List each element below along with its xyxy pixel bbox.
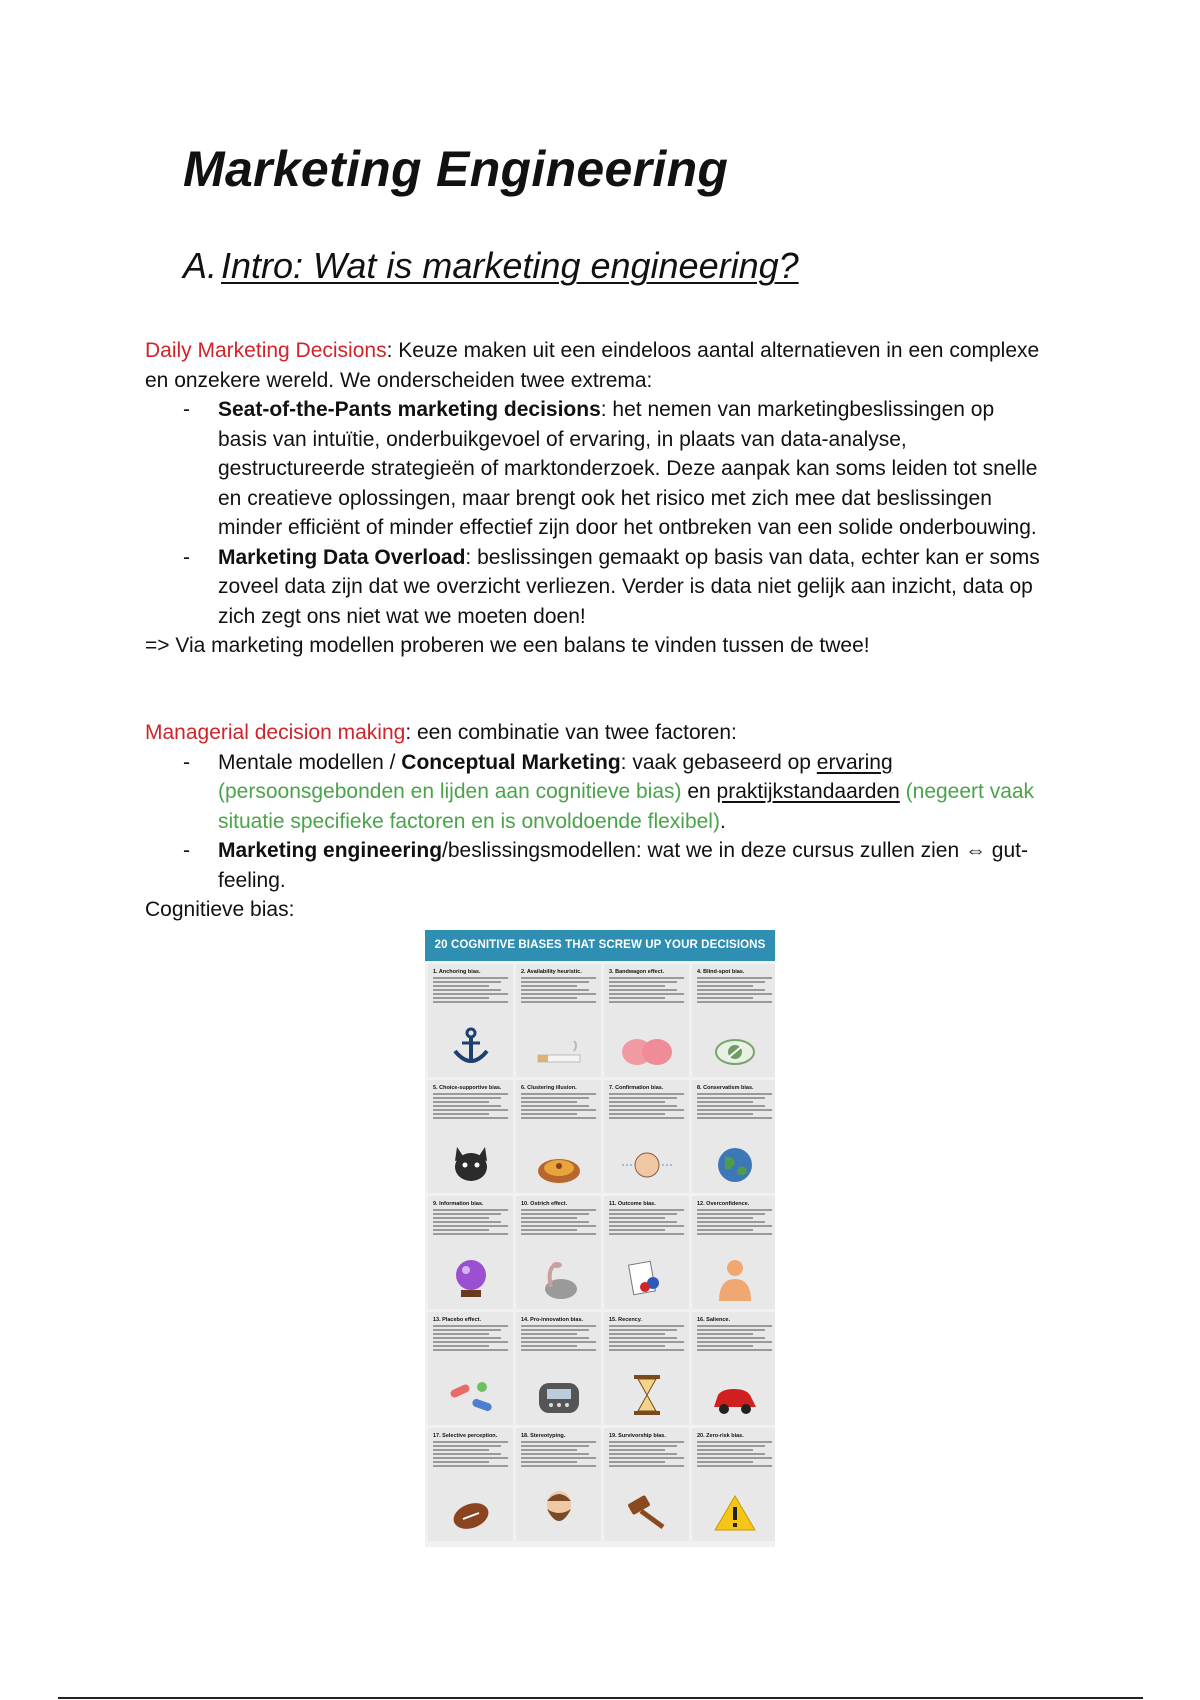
list-item-term: Marketing Data Overload: [218, 545, 466, 569]
section-number: A.: [183, 245, 218, 286]
bias-card: [428, 1312, 513, 1425]
ervaring-note: (persoonsgebonden en lijden aan cognitieve bias): [218, 780, 682, 803]
bias-card-title: 20. Zero-risk bias.: [697, 1433, 744, 1439]
bias-card-description: [697, 1093, 772, 1119]
bias-card-description: [697, 1209, 772, 1235]
bias-card-description: [697, 977, 772, 1003]
bias-card-description: [521, 1325, 596, 1351]
period: .: [719, 809, 726, 833]
bias-card-description: [609, 1093, 684, 1119]
daily-intro-text: : Keuze maken uit een eindeloos aantal alternatieven in een complexe en onzekere wereld. We onderscheiden twee extrema:: [145, 339, 1040, 392]
bias-card-title: 3. Bandwagon effect.: [609, 969, 665, 975]
bias-card: [604, 1312, 689, 1425]
page-footer-rule: [58, 1697, 1143, 1699]
bias-card-title: 2. Availability heuristic.: [521, 969, 582, 975]
bias-card-title: 4. Blind-spot bias.: [697, 969, 745, 975]
bias-card-description: [609, 1325, 684, 1351]
bias-card-description: [609, 977, 684, 1003]
bias-card: [692, 1080, 775, 1193]
list-item-text: : het nemen van marketingbeslissingen op basis van intuïtie, onderbuikgevoel of ervaring, in plaats van data-analyse, gestructureerde strategieën of marktonderzoek. Deze aanpak kan soms leiden tot snelle en creatieve oplossingen, maar brengt ook het risico met zich mee dat beslissingen minder efficiënt of minder effectief zijn door het ontbreken van een solide onderbouwing.: [218, 398, 1038, 539]
marketing-engineering-term: Marketing engineering: [218, 839, 443, 862]
bias-card: [516, 964, 601, 1077]
mental-models-text: Mentale modellen /: [218, 750, 402, 774]
bias-card-title: 5. Choice-supportive bias.: [433, 1085, 502, 1091]
bias-card: [692, 1196, 775, 1309]
bias-card: [516, 1312, 601, 1425]
daily-intro: [145, 336, 1045, 395]
section-heading: [183, 245, 799, 287]
infographic-grid: [425, 961, 775, 1541]
bias-card-title: 18. Stereotyping.: [521, 1433, 566, 1439]
bias-card-description: [609, 1209, 684, 1235]
bias-card-title: 13. Placebo effect.: [433, 1317, 481, 1323]
bias-card: [692, 1428, 775, 1541]
bias-card-title: 8. Conservatism bias.: [697, 1085, 754, 1091]
daily-decisions-block: [145, 336, 1045, 661]
list-item-text: /beslissingsmodellen: wat we in deze cursus zullen zien ⇔ gut-feeling.: [218, 839, 1028, 892]
bias-card-description: [521, 1209, 596, 1235]
bias-card-description: [609, 1441, 684, 1467]
bias-card-title: 12. Overconfidence.: [697, 1201, 750, 1207]
managerial-block: [145, 718, 1045, 925]
bias-card-description: [433, 1093, 508, 1119]
bias-card-title: 15. Recency.: [609, 1317, 642, 1323]
bias-card-title: 7. Confirmation bias.: [609, 1085, 664, 1091]
bias-card-title: 9. Information bias.: [433, 1201, 484, 1207]
managerial-list: [145, 748, 1045, 896]
list-item-text: : beslissingen gemaakt op basis van data, echter kan er soms zoveel data zijn dat we overzicht verliezen. Verder is data niet gelijk aan inzicht, data op zich zegt ons niet wat we moeten doen!: [218, 545, 1040, 628]
bias-card-description: [433, 1325, 508, 1351]
list-item: [145, 543, 1045, 632]
bias-card-title: 16. Salience.: [697, 1317, 731, 1323]
bias-card-description: [433, 1209, 508, 1235]
infographic-title: 20 COGNITIVE BIASES THAT SCREW UP YOUR DECISIONS: [425, 930, 775, 961]
bias-card-description: [697, 1325, 772, 1351]
bias-card-description: [433, 1441, 508, 1467]
bias-card-description: [433, 977, 508, 1003]
praktijkstandaarden-note: (negeert vaak situatie specifieke factoren en is onvoldoende flexibel): [218, 780, 1035, 833]
list-item: [145, 748, 1045, 837]
bias-card: [692, 964, 775, 1077]
bias-card-description: [521, 1441, 596, 1467]
list-item: [145, 395, 1045, 543]
daily-label: Daily Marketing Decisions: [145, 339, 387, 362]
bias-card-description: [697, 1441, 772, 1467]
bias-card-description: [521, 1093, 596, 1119]
bias-card: [516, 1080, 601, 1193]
bias-card: [604, 1196, 689, 1309]
document-title: Marketing Engineering: [183, 141, 729, 197]
section-heading-text: Intro: Wat is marketing engineering?: [221, 245, 799, 286]
bias-card-title: 1. Anchoring bias.: [433, 969, 481, 975]
ervaring-text: ervaring: [816, 750, 893, 774]
bias-card: [692, 1312, 775, 1425]
bias-card: [428, 1080, 513, 1193]
list-item: [145, 836, 1045, 895]
bias-card: [516, 1428, 601, 1541]
daily-conclusion: => Via marketing modellen proberen we een balans te vinden tussen de twee!: [145, 634, 870, 657]
bias-card-title: 17. Selective perception.: [433, 1433, 498, 1439]
bias-card: [604, 1080, 689, 1193]
managerial-label: Managerial decision making: [145, 721, 406, 744]
bias-card-title: 11. Outcome bias.: [609, 1201, 656, 1207]
and-text: en: [681, 780, 717, 803]
praktijkstandaarden-text: praktijkstandaarden: [716, 780, 900, 803]
bias-card-title: 19. Survivorship bias.: [609, 1433, 666, 1439]
managerial-intro: [145, 718, 1045, 748]
bias-card: [428, 964, 513, 1077]
bias-card: [604, 1428, 689, 1541]
cognitive-biases-infographic: [425, 930, 775, 1547]
bias-card: [516, 1196, 601, 1309]
bias-card-title: 6. Clustering illusion.: [521, 1085, 577, 1091]
based-on-text: : vaak gebaseerd op: [620, 750, 817, 774]
conceptual-marketing-term: Conceptual Marketing: [401, 750, 621, 774]
list-item-term: Seat-of-the-Pants marketing decisions: [218, 398, 601, 421]
bias-card: [428, 1428, 513, 1541]
managerial-intro-text: : een combinatie van twee factoren:: [405, 721, 737, 744]
bias-card-title: 10. Ostrich effect.: [521, 1201, 568, 1207]
daily-list: [145, 395, 1045, 631]
bias-card-description: [521, 977, 596, 1003]
bias-card: [428, 1196, 513, 1309]
bias-card: [604, 964, 689, 1077]
bias-card-title: 14. Pro-innovation bias.: [521, 1317, 584, 1323]
cognitive-bias-label: Cognitieve bias:: [145, 898, 295, 921]
